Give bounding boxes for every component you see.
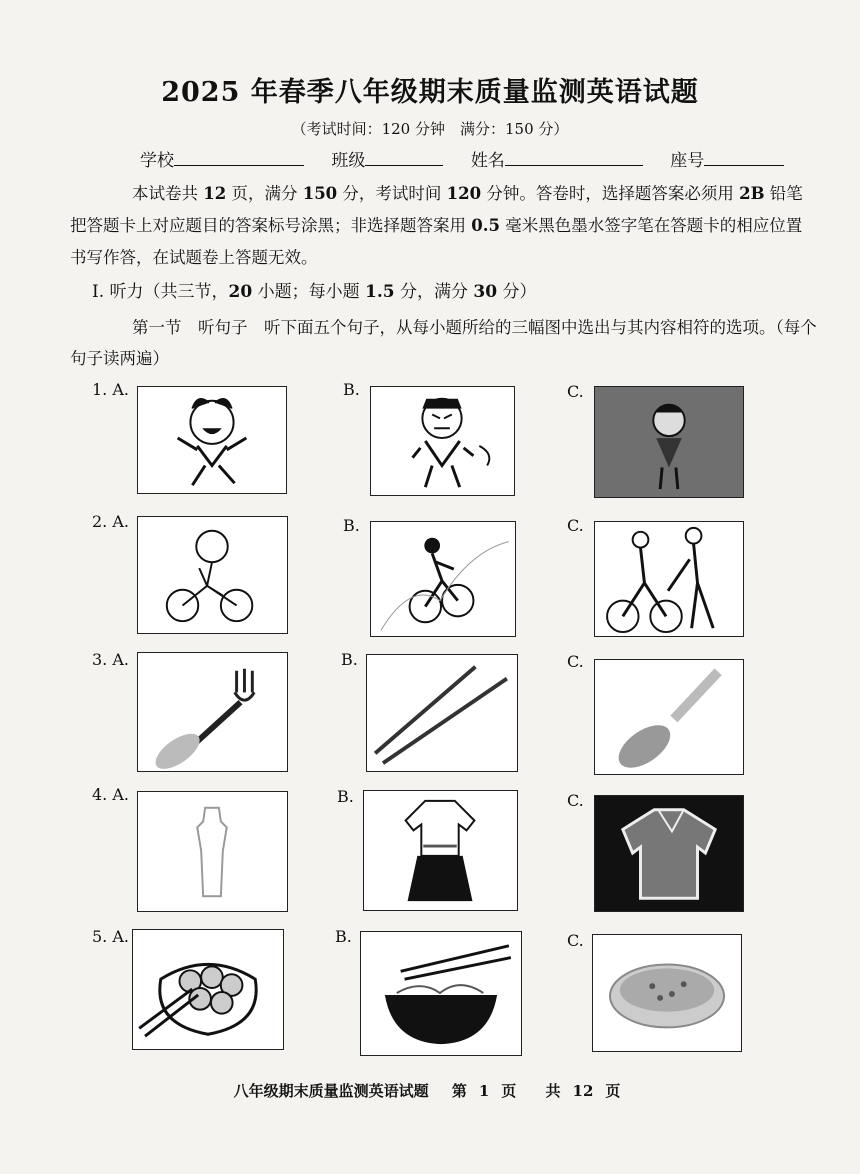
q1-option-c-label: C. [567,382,584,401]
section-text: 分，满分 [394,282,474,302]
q4-option-b-image[interactable] [363,790,518,911]
intro-time: 120 [446,184,482,203]
intro-pen: 0.5 [471,216,500,235]
part1-instructions: 第一节 听句子 听下面五个句子，从每小题所给的三幅图中选出与其内容相符的选项。（每个句子读两遍） [70,318,817,368]
intro-text: 页，满分 [226,184,303,203]
footer-page-number: 1 [478,1082,490,1100]
q2-option-c-label: C. [567,516,584,535]
q4-option-c-label: C. [567,791,584,810]
q1-option-c-image[interactable] [594,386,744,498]
seat-field[interactable] [704,147,784,166]
intro-pencil: 2B [739,184,765,203]
school-label: 学校 [140,151,174,171]
q4-option-a-image[interactable] [137,791,288,912]
seat-label: 座号 [670,151,705,171]
intro-pages: 12 [203,184,227,203]
name-field[interactable] [505,147,643,166]
name-label: 姓名 [470,151,505,171]
footer-total-number: 12 [572,1082,594,1100]
question-4-label: 4. A. [92,785,129,804]
q2-option-b-label: B. [343,516,360,535]
q5-option-a-image[interactable] [132,929,284,1050]
intro-text: 本试卷共 [132,184,204,203]
section-text: 分） [497,282,537,302]
class-field[interactable] [365,147,443,166]
q3-option-b-label: B. [341,650,358,669]
exam-subtitle: （考试时间：120 分钟 满分：150 分） [291,120,569,138]
q3-option-c-image[interactable] [594,659,744,775]
q1-option-b-label: B. [343,380,360,399]
footer-total [540,1082,627,1100]
footer-page [446,1082,522,1100]
intro-text: 毫米黑色墨水签字笔在答题卡的相应位置书写作答，在试题卷上答题无效。 [70,216,803,267]
footer-text: 页 [501,1082,517,1100]
listening-section-heading [92,277,536,302]
q5-option-c-label: C. [567,931,584,950]
exam-title: 2025 年春季八年级期末质量监测英语试题 [161,77,699,108]
section-text: 小题；每小题 [252,282,366,302]
section-total: 30 [473,282,498,302]
section-count: 20 [228,282,253,302]
school-field[interactable] [174,147,304,166]
q1-option-b-image[interactable] [370,386,515,496]
q3-option-b-image[interactable] [366,654,518,772]
footer-text: 第 [451,1082,467,1100]
q5-option-c-image[interactable] [592,934,742,1052]
q2-option-a-image[interactable] [137,516,288,634]
footer-text: 页 [605,1082,621,1100]
question-1-label: 1. A. [92,380,129,399]
question-3-label: 3. A. [92,650,129,669]
section-label: Ⅰ. 听力（共三节， [92,282,229,302]
intro-text: 分，考试时间 [337,184,447,203]
footer-title: 八年级期末质量监测英语试题 [233,1082,429,1100]
footer-text: 共 [545,1082,561,1100]
q2-option-b-image[interactable] [370,521,516,637]
q2-option-c-image[interactable] [594,521,744,637]
question-2-label: 2. A. [92,512,129,531]
q1-option-a-image[interactable] [137,386,287,494]
section-each: 1.5 [365,282,395,302]
exam-instructions [70,178,818,274]
q5-option-b-image[interactable] [360,931,522,1056]
intro-score: 150 [302,184,338,203]
student-info-fields [140,146,784,171]
q5-option-b-label: B. [335,927,352,946]
q4-option-b-label: B. [337,787,354,806]
intro-text: 分钟。答卷时，选择题答案必须用 [481,184,740,203]
q3-option-a-image[interactable] [137,652,288,772]
q3-option-c-label: C. [567,652,584,671]
q4-option-c-image[interactable] [594,795,744,912]
intro-text: 铅笔把答题卡上对应题目的答案标号涂黑；非选择题答案用 [70,184,803,235]
question-5-label: 5. A. [92,927,129,946]
class-label: 班级 [331,151,366,171]
page-footer [0,1080,860,1101]
